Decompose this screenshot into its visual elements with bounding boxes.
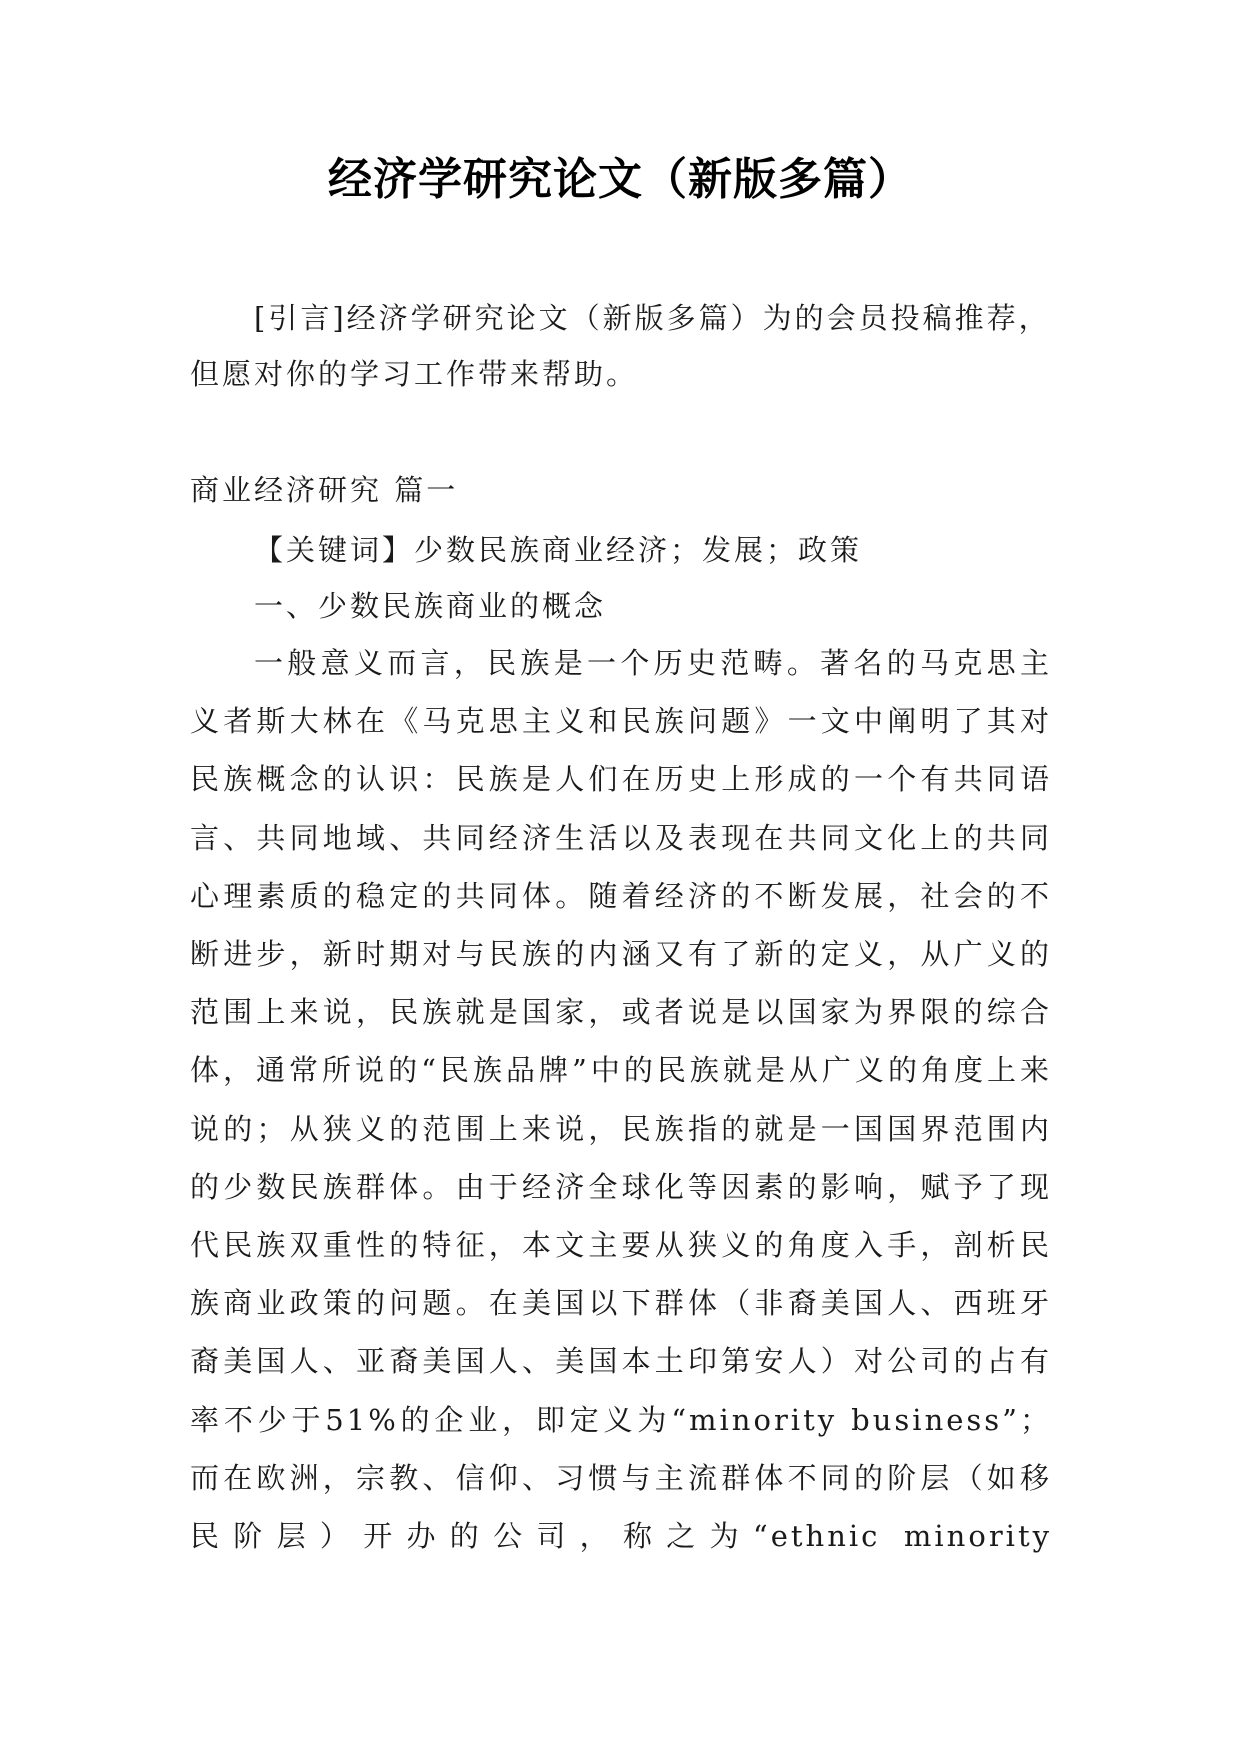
section-heading: 商业经济研究 篇一 (190, 473, 459, 507)
intro-paragraph: [引言]经济学研究论文（新版多篇）为的会员投稿推荐，但愿对你的学习工作带来帮助。 (190, 301, 1051, 391)
body-paragraph: 一般意义而言，民族是一个历史范畴。著名的马克思主义者斯大林在《马克思主义和民族问题》一文中阐明了其对民族概念的认识：民族是人们在历史上形成的一个有共同语言、共同地域、共同经济生活以及表现在共同文化上的共同心理素质的稳定的共同体。随着经济的不断发展，社会的不断进步，新时期对与民族的内涵又有了新的定义，从广义的范围上来说，民族就是国家，或者说是以国家为界限的综合体，通常所说的“民族品牌”中的民族就是从广义的角度上来说的；从狭义的范围上来说，民族指的就是一国国界范围内的少数民族群体。由于经济全球化等因素的影响，赋予了现代民族双重性的特征，本文主要从狭义的角度入手，剖析民族商业政策的问题。在美国以下群体（非裔美国人、西班牙裔美国人、亚裔美国人、美国本土印第安人）对公司的占有率不少于51%的企业，即定义为“minority business”；而在欧洲，宗教、信仰、习惯与主流群体不同的阶层（如移民阶层）开办的公司，称之为“ethnic minority (190, 646, 1052, 1554)
sub-heading: 一、少数民族商业的概念 (254, 589, 607, 623)
document-title: 经济学研究论文（新版多篇） (328, 154, 913, 205)
keywords-line: 【关键词】少数民族商业经济；发展；政策 (254, 533, 863, 567)
